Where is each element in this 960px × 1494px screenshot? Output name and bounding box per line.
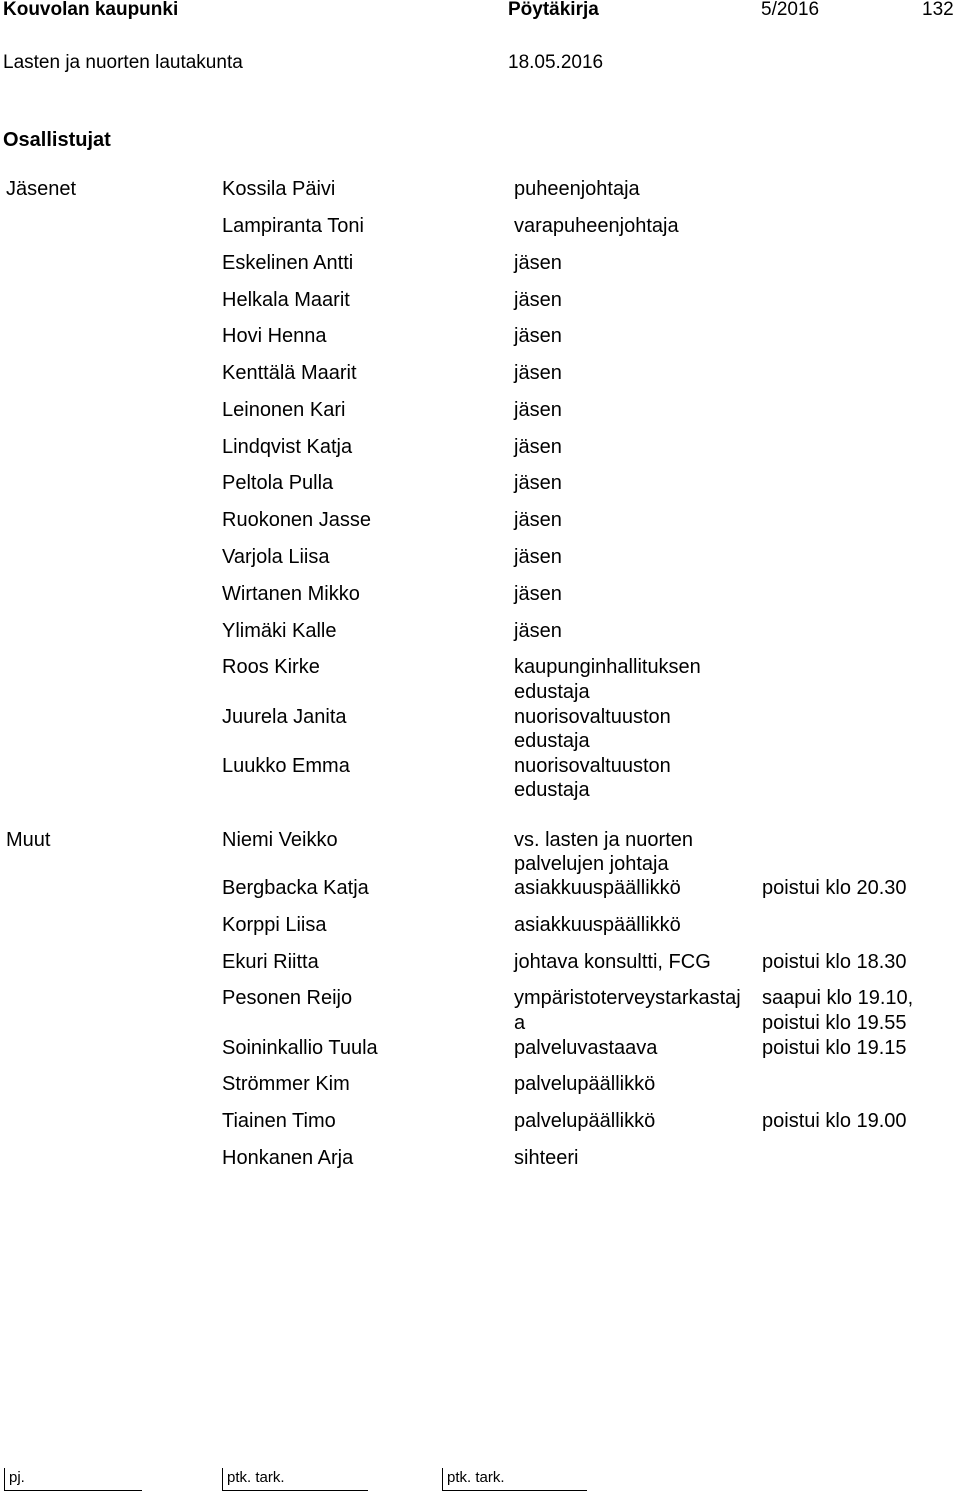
- chair-signature-line: [4, 1490, 142, 1491]
- other-role: vs. lasten ja nuorten: [514, 829, 693, 851]
- other-role-cont: a: [514, 1012, 526, 1034]
- other-role: palvelupäällikkö: [514, 1110, 656, 1132]
- other-role: ympäristoterveystarkastaj: [514, 987, 741, 1009]
- member-role: kaupunginhallituksen: [514, 656, 701, 678]
- other-role: johtava konsultti, FCG: [514, 951, 711, 973]
- members-label: Jäsenet: [6, 178, 77, 200]
- member-role: jäsen: [514, 325, 562, 347]
- member-role: jäsen: [514, 620, 562, 642]
- member-name: Ylimäki Kalle: [222, 620, 337, 642]
- member-name: Juurela Janita: [222, 706, 347, 728]
- member-role: jäsen: [514, 583, 562, 605]
- others-label: Muut: [6, 829, 51, 851]
- checker1-signature-line: [222, 1490, 368, 1491]
- member-name: Leinonen Kari: [222, 399, 346, 421]
- other-note-cont: poistui klo 19.55: [762, 1012, 907, 1034]
- member-name: Hovi Henna: [222, 325, 327, 347]
- member-role: jäsen: [514, 546, 562, 568]
- member-name: Roos Kirke: [222, 656, 320, 678]
- other-name: Pesonen Reijo: [222, 987, 353, 1009]
- other-note: poistui klo 19.00: [762, 1110, 907, 1132]
- other-role: palvelupäällikkö: [514, 1073, 656, 1095]
- member-role: jäsen: [514, 289, 562, 311]
- other-note: saapui klo 19.10,: [762, 987, 914, 1009]
- signature-divider: [442, 1468, 443, 1491]
- committee-name: Lasten ja nuorten lautakunta: [3, 52, 243, 73]
- member-name: Luukko Emma: [222, 755, 350, 777]
- member-role: jäsen: [514, 252, 562, 274]
- member-role-cont: edustaja: [514, 730, 590, 752]
- other-role-cont: palvelujen johtaja: [514, 853, 669, 875]
- member-role: jäsen: [514, 509, 562, 531]
- member-role: nuorisovaltuuston: [514, 706, 671, 728]
- member-role: jäsen: [514, 399, 562, 421]
- member-name: Kossila Päivi: [222, 178, 336, 200]
- other-role: sihteeri: [514, 1147, 579, 1169]
- other-name: Bergbacka Katja: [222, 877, 369, 899]
- other-name: Korppi Liisa: [222, 914, 327, 936]
- other-role: asiakkuuspäällikkö: [514, 914, 681, 936]
- member-name: Peltola Pulla: [222, 472, 334, 494]
- other-name: Niemi Veikko: [222, 829, 338, 851]
- other-name: Tiainen Timo: [222, 1110, 336, 1132]
- member-name: Lampiranta Toni: [222, 215, 364, 237]
- page-number: 132: [922, 0, 954, 20]
- other-note: poistui klo 20.30: [762, 877, 907, 899]
- meeting-date: 18.05.2016: [508, 52, 604, 73]
- checker2-signature-label: ptk. tark.: [447, 1469, 505, 1486]
- member-name: Ruokonen Jasse: [222, 509, 371, 531]
- other-name: Strömmer Kim: [222, 1073, 350, 1095]
- other-name: Soininkallio Tuula: [222, 1037, 378, 1059]
- signature-divider: [222, 1468, 223, 1491]
- section-title: Osallistujat: [3, 129, 111, 151]
- member-name: Lindqvist Katja: [222, 436, 353, 458]
- other-note: poistui klo 19.15: [762, 1037, 907, 1059]
- member-role: puheenjohtaja: [514, 178, 640, 200]
- other-role: asiakkuuspäällikkö: [514, 877, 681, 899]
- document-number: 5/2016: [761, 0, 820, 20]
- other-name: Ekuri Riitta: [222, 951, 319, 973]
- signature-divider: [4, 1468, 5, 1491]
- member-role: jäsen: [514, 436, 562, 458]
- member-role: jäsen: [514, 362, 562, 384]
- member-name: Helkala Maarit: [222, 289, 350, 311]
- member-role: nuorisovaltuuston: [514, 755, 671, 777]
- other-name: Honkanen Arja: [222, 1147, 354, 1169]
- checker2-signature-line: [442, 1490, 587, 1491]
- member-name: Kenttälä Maarit: [222, 362, 357, 384]
- member-name: Wirtanen Mikko: [222, 583, 360, 605]
- other-note: poistui klo 18.30: [762, 951, 907, 973]
- checker1-signature-label: ptk. tark.: [227, 1469, 285, 1486]
- member-role: varapuheenjohtaja: [514, 215, 679, 237]
- member-name: Eskelinen Antti: [222, 252, 354, 274]
- member-role-cont: edustaja: [514, 779, 590, 801]
- member-role-cont: edustaja: [514, 681, 590, 703]
- chair-signature-label: pj.: [9, 1469, 25, 1486]
- city-name: Kouvolan kaupunki: [3, 0, 179, 20]
- document-type: Pöytäkirja: [508, 0, 599, 20]
- member-role: jäsen: [514, 472, 562, 494]
- member-name: Varjola Liisa: [222, 546, 330, 568]
- other-role: palveluvastaava: [514, 1037, 658, 1059]
